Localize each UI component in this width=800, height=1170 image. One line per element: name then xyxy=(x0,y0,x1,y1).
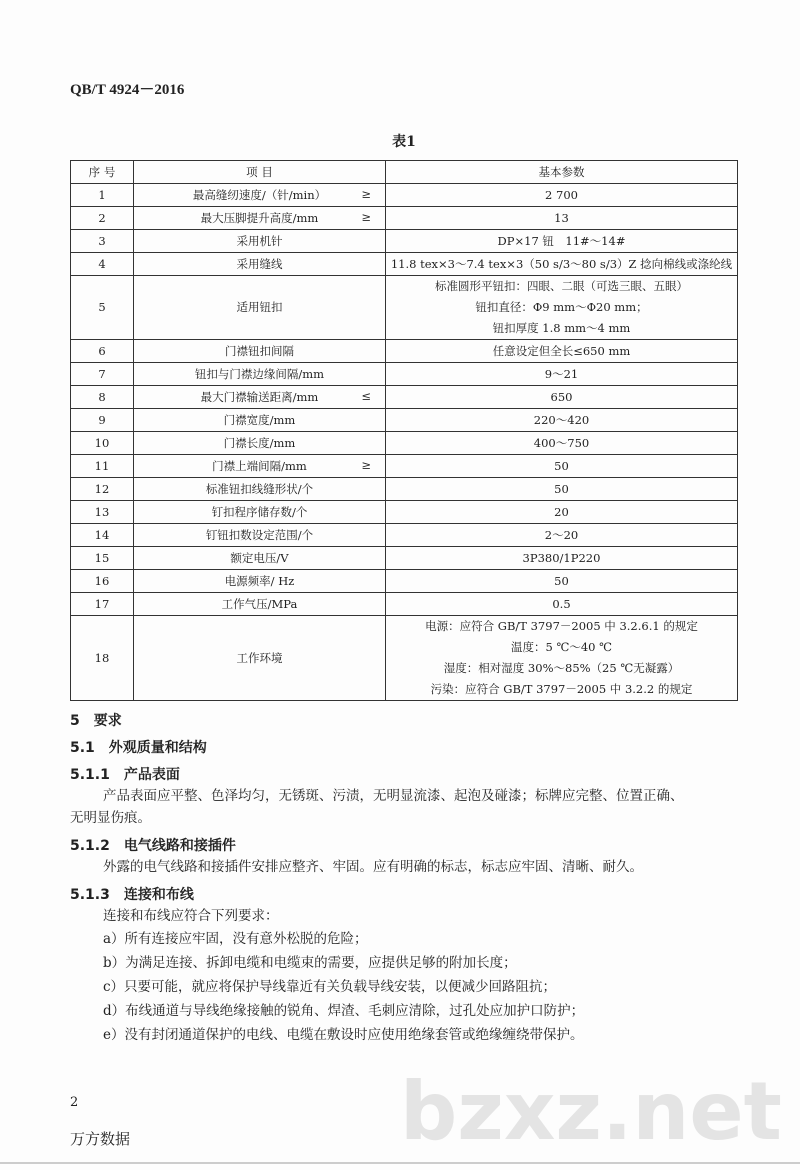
table-row xyxy=(71,501,738,524)
header-item: 项 目 xyxy=(134,161,386,184)
table-row xyxy=(71,230,738,253)
item-label: 门襟宽度/mm xyxy=(223,412,296,427)
row-item xyxy=(134,363,386,386)
item-label: 门襟上端间隔/mm xyxy=(212,458,307,473)
section-5: 5 要求 xyxy=(70,713,122,729)
comparison-operator: ≤ xyxy=(361,389,371,403)
item-label: 采用缝线 xyxy=(236,256,283,271)
row-value xyxy=(386,230,738,253)
section-5-1-3: 5.1.3 连接和布线 xyxy=(70,887,194,903)
item-label: 额定电压/V xyxy=(230,550,289,565)
row-item xyxy=(134,230,386,253)
row-value xyxy=(386,409,738,432)
row-number: 9 xyxy=(71,409,134,432)
row-item xyxy=(134,570,386,593)
value-line: 3P380/1P220 xyxy=(522,550,601,565)
list-item: d）布线通道与导线绝缘接触的锐角、焊渣、毛刺应清除，过孔处应加护口防护； xyxy=(103,1003,585,1019)
row-value xyxy=(386,432,738,455)
value-line: 任意设定但全长≤650 mm xyxy=(492,343,631,358)
row-item xyxy=(134,616,386,701)
row-item xyxy=(134,524,386,547)
row-value xyxy=(386,253,738,276)
list-item: c）只要可能，就应将保护导线靠近有关负载导线安装，以便减少回路阻抗； xyxy=(103,979,557,995)
value-line: 20 xyxy=(554,504,569,519)
row-item xyxy=(134,276,386,340)
row-item xyxy=(134,409,386,432)
row-value xyxy=(386,184,738,207)
table-row xyxy=(71,593,738,616)
divider xyxy=(0,1162,800,1164)
row-item xyxy=(134,501,386,524)
comparison-operator: ≥ xyxy=(361,210,371,224)
row-number: 3 xyxy=(71,230,134,253)
row-number: 5 xyxy=(71,276,134,340)
table-row xyxy=(71,184,738,207)
row-value xyxy=(386,340,738,363)
value-line: 电源：应符合 GB/T 3797－2005 中 3.2.6.1 的规定 xyxy=(425,619,698,633)
row-number: 6 xyxy=(71,340,134,363)
row-item xyxy=(134,478,386,501)
value-line: 220～420 xyxy=(533,412,590,427)
paragraph: 产品表面应平整、色泽均匀，无锈斑、污渍，无明显流漆、起泡及碰漆；标牌应完整、位置正确、 xyxy=(103,788,684,804)
section-5-1-2: 5.1.2 电气线路和接插件 xyxy=(70,838,236,854)
row-item xyxy=(134,593,386,616)
item-label: 适用钮扣 xyxy=(236,300,283,314)
item-label: 最大门襟输送距离/mm xyxy=(200,389,319,404)
list-item: e）没有封闭通道保护的电线、电缆在敷设时应使用绝缘套管或绝缘缠绕带保护。 xyxy=(103,1027,584,1043)
paragraph: 外露的电气线路和接插件安排应整齐、牢固。应有明确的标志，标志应牢固、清晰、耐久。 xyxy=(103,859,643,875)
row-number: 8 xyxy=(71,386,134,409)
item-label: 电源频率/ Hz xyxy=(224,573,295,588)
row-item xyxy=(134,455,386,478)
row-value xyxy=(386,386,738,409)
value-line: 标准圆形平钮扣：四眼、二眼（可选三眼、五眼） xyxy=(435,279,688,293)
table-row xyxy=(71,276,738,340)
row-number: 18 xyxy=(71,616,134,701)
row-number: 4 xyxy=(71,253,134,276)
standard-number: QB/T 4924－2016 xyxy=(70,82,185,98)
row-number: 13 xyxy=(71,501,134,524)
table-row xyxy=(71,340,738,363)
row-item xyxy=(134,207,386,230)
row-number: 17 xyxy=(71,593,134,616)
section-5-1: 5.1 外观质量和结构 xyxy=(70,740,207,756)
item-label: 钮扣与门襟边缘间隔/mm xyxy=(194,366,325,381)
section-5-1-1: 5.1.1 产品表面 xyxy=(70,767,180,783)
table-row xyxy=(71,547,738,570)
row-number: 11 xyxy=(71,455,134,478)
table-caption: 表1 xyxy=(392,134,416,150)
list-item: b）为满足连接、拆卸电缆和电缆束的需要，应提供足够的附加长度； xyxy=(103,955,517,971)
item-label: 最大压脚提升高度/mm xyxy=(200,210,319,225)
parameter-table xyxy=(70,160,738,701)
row-item xyxy=(134,184,386,207)
table-row xyxy=(71,432,738,455)
row-number: 2 xyxy=(71,207,134,230)
row-number: 15 xyxy=(71,547,134,570)
row-number: 12 xyxy=(71,478,134,501)
row-value xyxy=(386,478,738,501)
table-row xyxy=(71,570,738,593)
item-label: 门襟钮扣间隔 xyxy=(225,343,294,358)
row-item xyxy=(134,547,386,570)
table-row xyxy=(71,616,738,701)
value-line: 钮扣厚度 1.8 mm～4 mm xyxy=(492,321,631,335)
value-line: 13 xyxy=(554,210,569,225)
item-label: 门襟长度/mm xyxy=(223,435,296,450)
requirements-list xyxy=(70,927,738,1047)
value-line: 温度：5 ℃～40 ℃ xyxy=(511,640,612,654)
paragraph: 无明显伤痕。 xyxy=(70,810,151,826)
table-row xyxy=(71,455,738,478)
page-number: 2 xyxy=(70,1095,79,1110)
table-row xyxy=(71,524,738,547)
comparison-operator: ≥ xyxy=(361,458,371,472)
row-value xyxy=(386,616,738,701)
row-item xyxy=(134,386,386,409)
row-value xyxy=(386,501,738,524)
row-number: 14 xyxy=(71,524,134,547)
value-line: 400～750 xyxy=(533,435,590,450)
content-column xyxy=(70,132,738,1047)
table-row xyxy=(71,207,738,230)
value-line: 钮扣直径：Φ9 mm～Φ20 mm； xyxy=(475,300,648,314)
value-line: 650 xyxy=(550,389,573,404)
row-value xyxy=(386,276,738,340)
table-row xyxy=(71,253,738,276)
row-value xyxy=(386,363,738,386)
table-row xyxy=(71,478,738,501)
item-label: 最高缝纫速度/（针/min） xyxy=(192,187,327,202)
row-number: 10 xyxy=(71,432,134,455)
value-line: 2～20 xyxy=(544,527,579,542)
item-label: 采用机针 xyxy=(236,233,283,248)
value-line: 湿度：相对湿度 30%～85%（25 ℃无凝露） xyxy=(443,661,680,675)
value-line: 50 xyxy=(554,481,569,496)
value-line: 0.5 xyxy=(552,596,571,611)
row-value xyxy=(386,455,738,478)
value-line: 11.8 tex×3～7.4 tex×3（50 s/3～80 s/3）Z 捻向棉线或涤纶线 xyxy=(390,256,733,271)
item-label: 工作气压/MPa xyxy=(221,596,298,611)
source-label: 万方数据 xyxy=(70,1130,131,1148)
row-item xyxy=(134,432,386,455)
table-row xyxy=(71,409,738,432)
row-item xyxy=(134,340,386,363)
table-row xyxy=(71,386,738,409)
row-value xyxy=(386,547,738,570)
item-label: 钉扣程序储存数/个 xyxy=(211,504,308,519)
value-line: 50 xyxy=(554,458,569,473)
row-value xyxy=(386,570,738,593)
value-line: 污染：应符合 GB/T 3797－2005 中 3.2.2 的规定 xyxy=(430,682,693,696)
value-line: 9～21 xyxy=(544,366,579,381)
row-item xyxy=(134,253,386,276)
item-label: 标准钮扣线缝形状/个 xyxy=(205,481,314,496)
value-line: DP×17 钮 11#～14# xyxy=(497,233,626,248)
row-value xyxy=(386,524,738,547)
item-label: 工作环境 xyxy=(236,650,283,665)
list-item: a）所有连接应牢固，没有意外松脱的危险； xyxy=(103,931,368,947)
row-number: 7 xyxy=(71,363,134,386)
value-line: 2 700 xyxy=(545,187,578,202)
paragraph: 连接和布线应符合下列要求： xyxy=(103,908,279,924)
header-no: 序 号 xyxy=(71,161,134,184)
row-number: 1 xyxy=(71,184,134,207)
watermark: bzxz.net xyxy=(400,1065,782,1158)
row-value xyxy=(386,207,738,230)
comparison-operator: ≥ xyxy=(361,187,371,201)
row-number: 16 xyxy=(71,570,134,593)
row-value xyxy=(386,593,738,616)
table-row xyxy=(71,363,738,386)
header-value: 基本参数 xyxy=(386,161,738,184)
value-line: 50 xyxy=(554,573,569,588)
item-label: 钉钮扣数设定范围/个 xyxy=(205,527,314,542)
